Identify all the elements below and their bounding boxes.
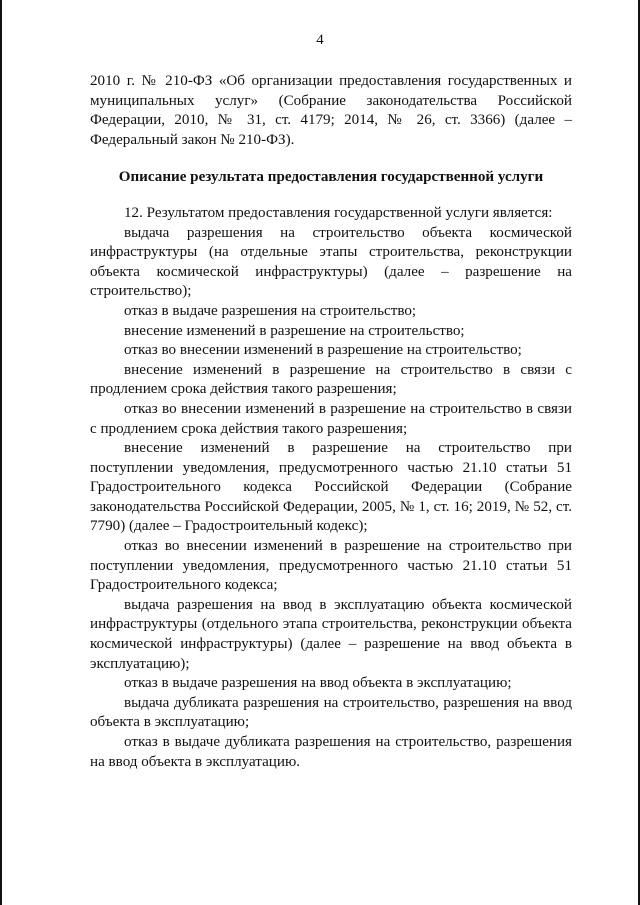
list-item: внесение изменений в разрешение на строительство при поступлении уведомления, предусмотренного частью 21.10 статьи 51 Градостроительного кодекса Российской Федерации (Собрание законодательства Российской Федерации, 2005, № 1, ст. 16; 2019, № 52, ст. 7790) (далее – Градостроительный кодекс);	[90, 440, 572, 535]
intro-paragraph: 2010 г. № 210-ФЗ «Об организации предоставления государственных и муниципальных услуг» (Собрание законодательства Российской Федерации, 2010, № 31, ст. 4179; 2014, № 26, ст. 3366) (далее – Федеральный закон № 210-ФЗ).	[90, 73, 572, 148]
list-item: выдача разрешения на ввод в эксплуатацию объекта космической инфраструктуры (отдельного этапа строительства, реконструкции объекта космической инфраструктуры) (далее – разрешение на ввод объекта в эксплуатацию);	[90, 596, 572, 672]
paragraph-result-intro: 12. Результатом предоставления государственной услуги является:	[124, 204, 553, 221]
list-item: выдача дубликата разрешения на строительство, разрешения на ввод объекта в эксплуатацию;	[90, 694, 572, 731]
list-item: отказ во внесении изменений в разрешение на строительство;	[124, 342, 522, 359]
list-item: отказ в выдаче дубликата разрешения на строительство, разрешения на ввод объекта в эксплуатацию.	[90, 734, 572, 770]
list-item: отказ во внесении изменений в разрешение на строительство в связи с продлением срока действия такого разрешения;	[90, 400, 572, 437]
document-body	[90, 72, 572, 772]
list-item: внесение изменений в разрешение на строительство в связи с продлением срока действия такого разрешения;	[90, 361, 572, 398]
list-item: отказ в выдаче разрешения на ввод объекта в эксплуатацию;	[124, 675, 512, 692]
list-item: внесение изменений в разрешение на строительство;	[124, 322, 465, 339]
section-heading: Описание результата предоставления государственной услуги	[118, 169, 544, 186]
list-item: выдача разрешения на строительство объекта космической инфраструктуры (на отдельные этапы строительства, реконструкции объекта космической инфраструктуры) (далее – разрешение на строительство);	[90, 224, 572, 300]
page-number: 4	[316, 32, 324, 48]
list-item: отказ во внесении изменений в разрешение на строительство при поступлении уведомления, предусмотренного частью 21.10 статьи 51 Градостроительного кодекса;	[90, 538, 572, 594]
list-item: отказ в выдаче разрешения на строительство;	[124, 302, 417, 319]
